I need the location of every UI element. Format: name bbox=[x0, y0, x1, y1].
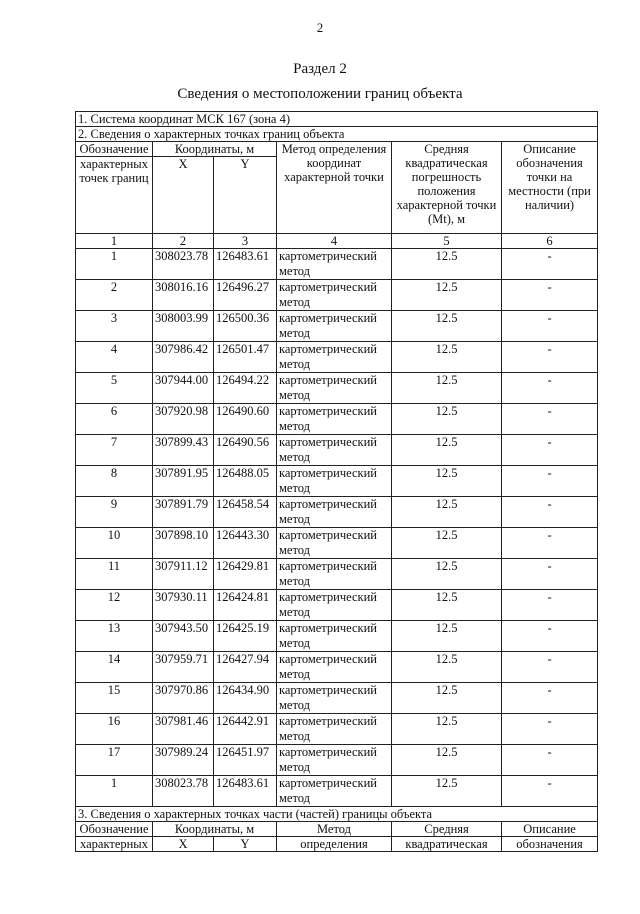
determination-method: картометрический метод bbox=[277, 621, 392, 652]
point-number: 17 bbox=[76, 745, 153, 776]
point-number: 13 bbox=[76, 621, 153, 652]
section2-title: 2. Сведения о характерных точках границ объекта bbox=[76, 127, 598, 142]
coordinate-x: 307981.46 bbox=[153, 714, 214, 745]
coordinate-y: 126494.22 bbox=[214, 373, 277, 404]
point-description: - bbox=[502, 776, 598, 807]
point-description: - bbox=[502, 559, 598, 590]
section3-title: 3. Сведения о характерных точках части (частей) границы объекта bbox=[76, 807, 598, 822]
determination-method: картометрический метод bbox=[277, 373, 392, 404]
point-description: - bbox=[502, 280, 598, 311]
coordinate-x: 307891.79 bbox=[153, 497, 214, 528]
coordinate-y: 126488.05 bbox=[214, 466, 277, 497]
table-row bbox=[76, 497, 598, 528]
determination-method: картометрический метод bbox=[277, 342, 392, 373]
table-row bbox=[76, 652, 598, 683]
coordinate-x: 307989.24 bbox=[153, 745, 214, 776]
coordinate-system-row bbox=[76, 112, 598, 127]
table-row bbox=[76, 683, 598, 714]
coordinate-x: 307920.98 bbox=[153, 404, 214, 435]
s3-header-designation-second: характерных bbox=[76, 837, 153, 852]
coordinate-x: 308023.78 bbox=[153, 776, 214, 807]
point-number: 15 bbox=[76, 683, 153, 714]
table-row bbox=[76, 621, 598, 652]
section3-title-row bbox=[76, 807, 598, 822]
point-description: - bbox=[502, 745, 598, 776]
s3-header-y: Y bbox=[214, 837, 277, 852]
point-description: - bbox=[502, 373, 598, 404]
page-number: 2 bbox=[316, 20, 324, 35]
column-number: 3 bbox=[214, 234, 277, 249]
mean-square-error: 12.5 bbox=[392, 311, 502, 342]
header-designation-rest: характерных точек границ bbox=[76, 157, 153, 234]
point-number: 5 bbox=[76, 373, 153, 404]
coordinate-y: 126458.54 bbox=[214, 497, 277, 528]
mean-square-error: 12.5 bbox=[392, 404, 502, 435]
point-number: 14 bbox=[76, 652, 153, 683]
column-number: 1 bbox=[76, 234, 153, 249]
determination-method: картометрический метод bbox=[277, 280, 392, 311]
coordinate-system-text: 1. Система координат МСК 167 (зона 4) bbox=[76, 112, 598, 127]
point-description: - bbox=[502, 590, 598, 621]
s3-header-description-second: обозначения bbox=[502, 837, 598, 852]
mean-square-error: 12.5 bbox=[392, 435, 502, 466]
point-description: - bbox=[502, 249, 598, 280]
point-number: 8 bbox=[76, 466, 153, 497]
determination-method: картометрический метод bbox=[277, 745, 392, 776]
table-row bbox=[76, 280, 598, 311]
table-row bbox=[76, 466, 598, 497]
point-number: 7 bbox=[76, 435, 153, 466]
point-number: 1 bbox=[76, 776, 153, 807]
determination-method: картометрический метод bbox=[277, 249, 392, 280]
point-number: 12 bbox=[76, 590, 153, 621]
column-number: 6 bbox=[502, 234, 598, 249]
determination-method: картометрический метод bbox=[277, 528, 392, 559]
s3-header-coordinates: Координаты, м bbox=[153, 822, 277, 837]
point-description: - bbox=[502, 652, 598, 683]
coordinate-y: 126501.47 bbox=[214, 342, 277, 373]
mean-square-error: 12.5 bbox=[392, 590, 502, 621]
table-row bbox=[76, 559, 598, 590]
determination-method: картометрический метод bbox=[277, 590, 392, 621]
point-description: - bbox=[502, 497, 598, 528]
mean-square-error: 12.5 bbox=[392, 714, 502, 745]
coordinate-y: 126434.90 bbox=[214, 683, 277, 714]
table-row bbox=[76, 435, 598, 466]
table-row bbox=[76, 776, 598, 807]
determination-method: картометрический метод bbox=[277, 559, 392, 590]
table-row bbox=[76, 745, 598, 776]
section-title: Раздел 2 bbox=[293, 61, 347, 77]
mean-square-error: 12.5 bbox=[392, 621, 502, 652]
coordinate-x: 307899.43 bbox=[153, 435, 214, 466]
point-description: - bbox=[502, 342, 598, 373]
table-row bbox=[76, 311, 598, 342]
coordinate-y: 126425.19 bbox=[214, 621, 277, 652]
mean-square-error: 12.5 bbox=[392, 776, 502, 807]
coordinate-x: 308016.16 bbox=[153, 280, 214, 311]
column-number: 4 bbox=[277, 234, 392, 249]
s3-header-x: X bbox=[153, 837, 214, 852]
coordinate-x: 307911.12 bbox=[153, 559, 214, 590]
determination-method: картометрический метод bbox=[277, 776, 392, 807]
column-number: 2 bbox=[153, 234, 214, 249]
coordinate-x: 307930.11 bbox=[153, 590, 214, 621]
determination-method: картометрический метод bbox=[277, 435, 392, 466]
point-number: 11 bbox=[76, 559, 153, 590]
point-description: - bbox=[502, 528, 598, 559]
header-row-1 bbox=[76, 142, 598, 157]
coordinate-x: 307959.71 bbox=[153, 652, 214, 683]
point-description: - bbox=[502, 714, 598, 745]
coordinate-y: 126483.61 bbox=[214, 776, 277, 807]
s3-header-mean-error-second: квадратическая bbox=[392, 837, 502, 852]
mean-square-error: 12.5 bbox=[392, 373, 502, 404]
table-row bbox=[76, 714, 598, 745]
coordinate-y: 126442.91 bbox=[214, 714, 277, 745]
header-y: Y bbox=[214, 157, 277, 234]
point-description: - bbox=[502, 435, 598, 466]
coordinate-x: 307986.42 bbox=[153, 342, 214, 373]
s3-header-method-top: Метод bbox=[277, 822, 392, 837]
coordinate-y: 126490.56 bbox=[214, 435, 277, 466]
header-mean-error: Средняя квадратическая погрешность положения характерной точки (Mt), м bbox=[392, 142, 502, 234]
point-number: 3 bbox=[76, 311, 153, 342]
point-number: 16 bbox=[76, 714, 153, 745]
point-number: 10 bbox=[76, 528, 153, 559]
coordinate-y: 126451.97 bbox=[214, 745, 277, 776]
coordinate-x: 307898.10 bbox=[153, 528, 214, 559]
table-row bbox=[76, 404, 598, 435]
mean-square-error: 12.5 bbox=[392, 249, 502, 280]
mean-square-error: 12.5 bbox=[392, 466, 502, 497]
section3-header-row-2 bbox=[76, 837, 598, 852]
coordinate-x: 308023.78 bbox=[153, 249, 214, 280]
mean-square-error: 12.5 bbox=[392, 497, 502, 528]
s3-header-method-second: определения bbox=[277, 837, 392, 852]
coordinate-y: 126483.61 bbox=[214, 249, 277, 280]
table-row bbox=[76, 342, 598, 373]
coordinate-x: 308003.99 bbox=[153, 311, 214, 342]
table-row bbox=[76, 590, 598, 621]
coordinate-x: 307970.86 bbox=[153, 683, 214, 714]
mean-square-error: 12.5 bbox=[392, 683, 502, 714]
mean-square-error: 12.5 bbox=[392, 280, 502, 311]
section3-header-row-1 bbox=[76, 822, 598, 837]
point-description: - bbox=[502, 466, 598, 497]
coordinate-x: 307944.00 bbox=[153, 373, 214, 404]
s3-header-mean-error-top: Средняя bbox=[392, 822, 502, 837]
coordinate-y: 126429.81 bbox=[214, 559, 277, 590]
determination-method: картометрический метод bbox=[277, 404, 392, 435]
point-description: - bbox=[502, 311, 598, 342]
column-number: 5 bbox=[392, 234, 502, 249]
point-description: - bbox=[502, 621, 598, 652]
mean-square-error: 12.5 bbox=[392, 342, 502, 373]
s3-header-designation-top: Обозначение bbox=[76, 822, 153, 837]
determination-method: картометрический метод bbox=[277, 311, 392, 342]
determination-method: картометрический метод bbox=[277, 497, 392, 528]
determination-method: картометрический метод bbox=[277, 652, 392, 683]
coordinate-y: 126443.30 bbox=[214, 528, 277, 559]
coordinate-y: 126500.36 bbox=[214, 311, 277, 342]
coordinate-y: 126427.94 bbox=[214, 652, 277, 683]
header-x: X bbox=[153, 157, 214, 234]
table-row bbox=[76, 373, 598, 404]
determination-method: картометрический метод bbox=[277, 714, 392, 745]
point-description: - bbox=[502, 404, 598, 435]
column-number-row bbox=[76, 234, 598, 249]
header-designation-top: Обозначение bbox=[76, 142, 153, 157]
coordinate-y: 126496.27 bbox=[214, 280, 277, 311]
mean-square-error: 12.5 bbox=[392, 559, 502, 590]
header-method: Метод определения координат характерной точки bbox=[277, 142, 392, 234]
coordinate-y: 126490.60 bbox=[214, 404, 277, 435]
s3-header-description-top: Описание bbox=[502, 822, 598, 837]
coordinate-x: 307943.50 bbox=[153, 621, 214, 652]
point-description: - bbox=[502, 683, 598, 714]
point-number: 1 bbox=[76, 249, 153, 280]
document-title: Сведения о местоположении границ объекта bbox=[177, 86, 463, 102]
header-description: Описание обозначения точки на местности (при наличии) bbox=[502, 142, 598, 234]
point-number: 4 bbox=[76, 342, 153, 373]
point-number: 6 bbox=[76, 404, 153, 435]
point-number: 2 bbox=[76, 280, 153, 311]
mean-square-error: 12.5 bbox=[392, 745, 502, 776]
mean-square-error: 12.5 bbox=[392, 652, 502, 683]
coordinate-x: 307891.95 bbox=[153, 466, 214, 497]
determination-method: картометрический метод bbox=[277, 683, 392, 714]
section2-title-row bbox=[76, 127, 598, 142]
determination-method: картометрический метод bbox=[277, 466, 392, 497]
point-number: 9 bbox=[76, 497, 153, 528]
coordinate-y: 126424.81 bbox=[214, 590, 277, 621]
boundary-points-table bbox=[75, 111, 598, 852]
mean-square-error: 12.5 bbox=[392, 528, 502, 559]
header-coordinates: Координаты, м bbox=[153, 142, 277, 157]
table-row bbox=[76, 528, 598, 559]
table-row bbox=[76, 249, 598, 280]
